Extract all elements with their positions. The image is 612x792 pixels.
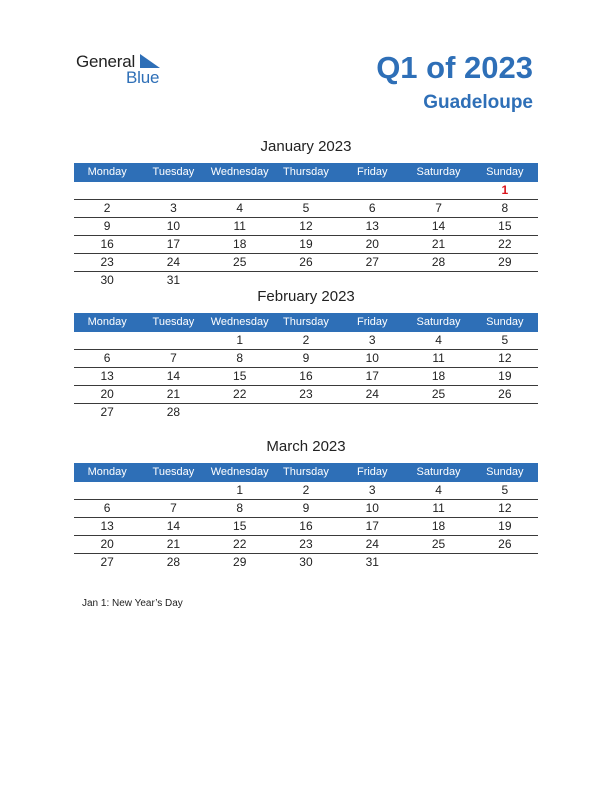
empty-day-cell (140, 182, 206, 199)
empty-day-cell (74, 182, 140, 199)
weekday-header: Monday (87, 466, 127, 478)
day-cell: 18 (431, 519, 446, 533)
day-cell: 28 (166, 405, 181, 419)
day-cell: 6 (103, 351, 111, 365)
day-cell: 19 (498, 369, 512, 383)
day-cell: 9 (302, 351, 310, 365)
day-cell: 8 (236, 501, 244, 515)
day-cell: 26 (299, 255, 313, 269)
day-cell: 23 (299, 537, 313, 551)
day-cell: 1 (236, 333, 244, 347)
day-cell: 12 (299, 219, 313, 233)
day-cell: 2 (302, 483, 310, 497)
month-january (74, 137, 538, 289)
week-row (74, 254, 538, 272)
day-cell: 13 (100, 369, 114, 383)
day-cell: 14 (166, 519, 181, 533)
weekday-header: Tuesday (152, 466, 195, 478)
empty-day-cell (140, 482, 206, 499)
weekday-header: Monday (87, 166, 127, 178)
day-cell: 12 (498, 501, 512, 515)
day-cell: 3 (368, 333, 376, 347)
day-cell: 12 (498, 351, 512, 365)
week-row (74, 536, 538, 554)
day-cell: 22 (233, 387, 247, 401)
day-cell: 10 (166, 219, 181, 233)
empty-day-cell (405, 404, 471, 421)
day-cell: 22 (498, 237, 512, 251)
weekday-header: Thursday (283, 466, 329, 478)
week-row (74, 554, 538, 571)
weekday-header: Sunday (486, 316, 524, 328)
day-cell: 9 (302, 501, 310, 515)
month-title: January 2023 (260, 138, 352, 155)
day-cell: 28 (431, 255, 446, 269)
day-cell: 4 (435, 483, 442, 497)
day-cell: 15 (498, 219, 512, 233)
month-march (74, 437, 538, 571)
day-cell: 4 (435, 333, 442, 347)
weekday-header: Thursday (283, 166, 329, 178)
day-cell: 18 (431, 369, 446, 383)
day-cell: 19 (498, 519, 512, 533)
weekday-header: Tuesday (152, 166, 195, 178)
empty-day-cell (472, 554, 538, 571)
week-row (74, 368, 538, 386)
day-cell: 11 (432, 351, 445, 365)
week-row (74, 386, 538, 404)
day-cell: 27 (100, 555, 114, 569)
weekday-header: Tuesday (152, 316, 195, 328)
day-cell: 5 (302, 201, 310, 215)
day-cell: 25 (233, 255, 247, 269)
week-row (74, 482, 538, 500)
weekday-header: Monday (87, 316, 127, 328)
weekday-header: Friday (356, 166, 388, 178)
day-cell: 2 (103, 201, 111, 215)
weekday-header: Sunday (486, 166, 524, 178)
day-cell: 11 (233, 219, 246, 233)
day-cell: 7 (435, 201, 442, 215)
day-cell: 19 (299, 237, 313, 251)
week-row (74, 332, 538, 350)
day-cell: 23 (100, 255, 114, 269)
day-cell: 17 (365, 369, 379, 383)
generalblue-logo (76, 52, 176, 92)
empty-day-cell (273, 404, 339, 421)
week-row (74, 404, 538, 421)
day-cell: 8 (236, 351, 244, 365)
month-title: February 2023 (257, 288, 355, 305)
day-cell: 18 (233, 237, 247, 251)
empty-day-cell (405, 554, 471, 571)
weekday-header-row (74, 313, 538, 332)
day-cell: 26 (498, 537, 512, 551)
day-cell: 16 (299, 369, 313, 383)
week-row (74, 350, 538, 368)
weekday-header: Saturday (416, 466, 461, 478)
day-cell: 20 (100, 537, 114, 551)
day-cell: 3 (170, 201, 177, 215)
day-cell: 6 (368, 201, 376, 215)
logo-text-general: General (76, 52, 136, 71)
week-row (74, 236, 538, 254)
logo-triangle-icon (140, 54, 160, 68)
empty-day-cell (339, 182, 405, 199)
day-cell: 7 (170, 351, 177, 365)
page-subtitle: Guadeloupe (423, 92, 533, 113)
day-cell: 15 (233, 519, 247, 533)
day-cell: 25 (431, 537, 446, 551)
day-cell: 25 (431, 387, 446, 401)
day-cell: 27 (100, 405, 114, 419)
empty-day-cell (405, 182, 471, 199)
empty-day-cell (339, 404, 405, 421)
empty-day-cell (273, 182, 339, 199)
day-cell: 31 (166, 273, 181, 287)
day-cell: 17 (166, 237, 181, 251)
empty-day-cell (472, 404, 538, 421)
page-title: Q1 of 2023 (376, 50, 533, 85)
day-cell: 22 (233, 537, 247, 551)
empty-day-cell (74, 482, 140, 499)
day-cell: 5 (501, 333, 509, 347)
day-cell: 21 (431, 237, 446, 251)
day-cell: 14 (431, 219, 446, 233)
day-cell: 3 (368, 483, 376, 497)
holiday-footnote: Jan 1: New Year’s Day (82, 598, 183, 609)
day-cell: 13 (100, 519, 114, 533)
week-row (74, 500, 538, 518)
day-cell: 9 (103, 219, 111, 233)
day-cell: 21 (166, 537, 181, 551)
day-cell: 5 (501, 483, 509, 497)
day-cell: 28 (166, 555, 181, 569)
day-cell: 20 (365, 237, 379, 251)
day-cell: 24 (365, 537, 379, 551)
day-cell: 15 (233, 369, 247, 383)
week-row (74, 200, 538, 218)
weekday-header: Friday (356, 466, 388, 478)
day-cell: 30 (299, 555, 313, 569)
weekday-header: Friday (356, 316, 388, 328)
day-cell: 17 (365, 519, 379, 533)
weekday-header-row (74, 463, 538, 482)
empty-day-cell (140, 332, 206, 349)
day-cell: 29 (233, 555, 247, 569)
day-cell: 16 (299, 519, 313, 533)
month-title: March 2023 (266, 438, 346, 455)
day-cell: 21 (166, 387, 181, 401)
day-cell: 1 (236, 483, 244, 497)
day-cell: 16 (100, 237, 114, 251)
day-cell: 31 (365, 555, 379, 569)
day-cell: 29 (498, 255, 512, 269)
day-cell: 11 (432, 501, 445, 515)
weekday-header: Wednesday (210, 466, 269, 478)
weekday-header: Thursday (283, 316, 329, 328)
weekday-header: Saturday (416, 316, 461, 328)
day-cell: 24 (365, 387, 379, 401)
month-february (74, 287, 538, 421)
holiday-day-cell: 1 (501, 183, 509, 197)
day-cell: 30 (100, 273, 114, 287)
day-cell: 26 (498, 387, 512, 401)
week-row (74, 218, 538, 236)
day-cell: 24 (166, 255, 181, 269)
day-cell: 7 (170, 501, 177, 515)
day-cell: 27 (365, 255, 379, 269)
day-cell: 13 (365, 219, 379, 233)
weekday-header: Wednesday (210, 316, 269, 328)
empty-day-cell (74, 332, 140, 349)
empty-day-cell (207, 404, 273, 421)
day-cell: 23 (299, 387, 313, 401)
day-cell: 10 (365, 351, 379, 365)
week-row (74, 518, 538, 536)
day-cell: 14 (166, 369, 181, 383)
weekday-header-row (74, 163, 538, 182)
day-cell: 6 (103, 501, 111, 515)
week-row (74, 182, 538, 200)
weekday-header: Wednesday (210, 166, 269, 178)
weekday-header: Saturday (416, 166, 461, 178)
day-cell: 8 (501, 201, 509, 215)
empty-day-cell (207, 182, 273, 199)
day-cell: 2 (302, 333, 310, 347)
day-cell: 10 (365, 501, 379, 515)
day-cell: 4 (236, 201, 244, 215)
day-cell: 20 (100, 387, 114, 401)
weekday-header: Sunday (486, 466, 524, 478)
logo-text-blue: Blue (126, 68, 160, 87)
